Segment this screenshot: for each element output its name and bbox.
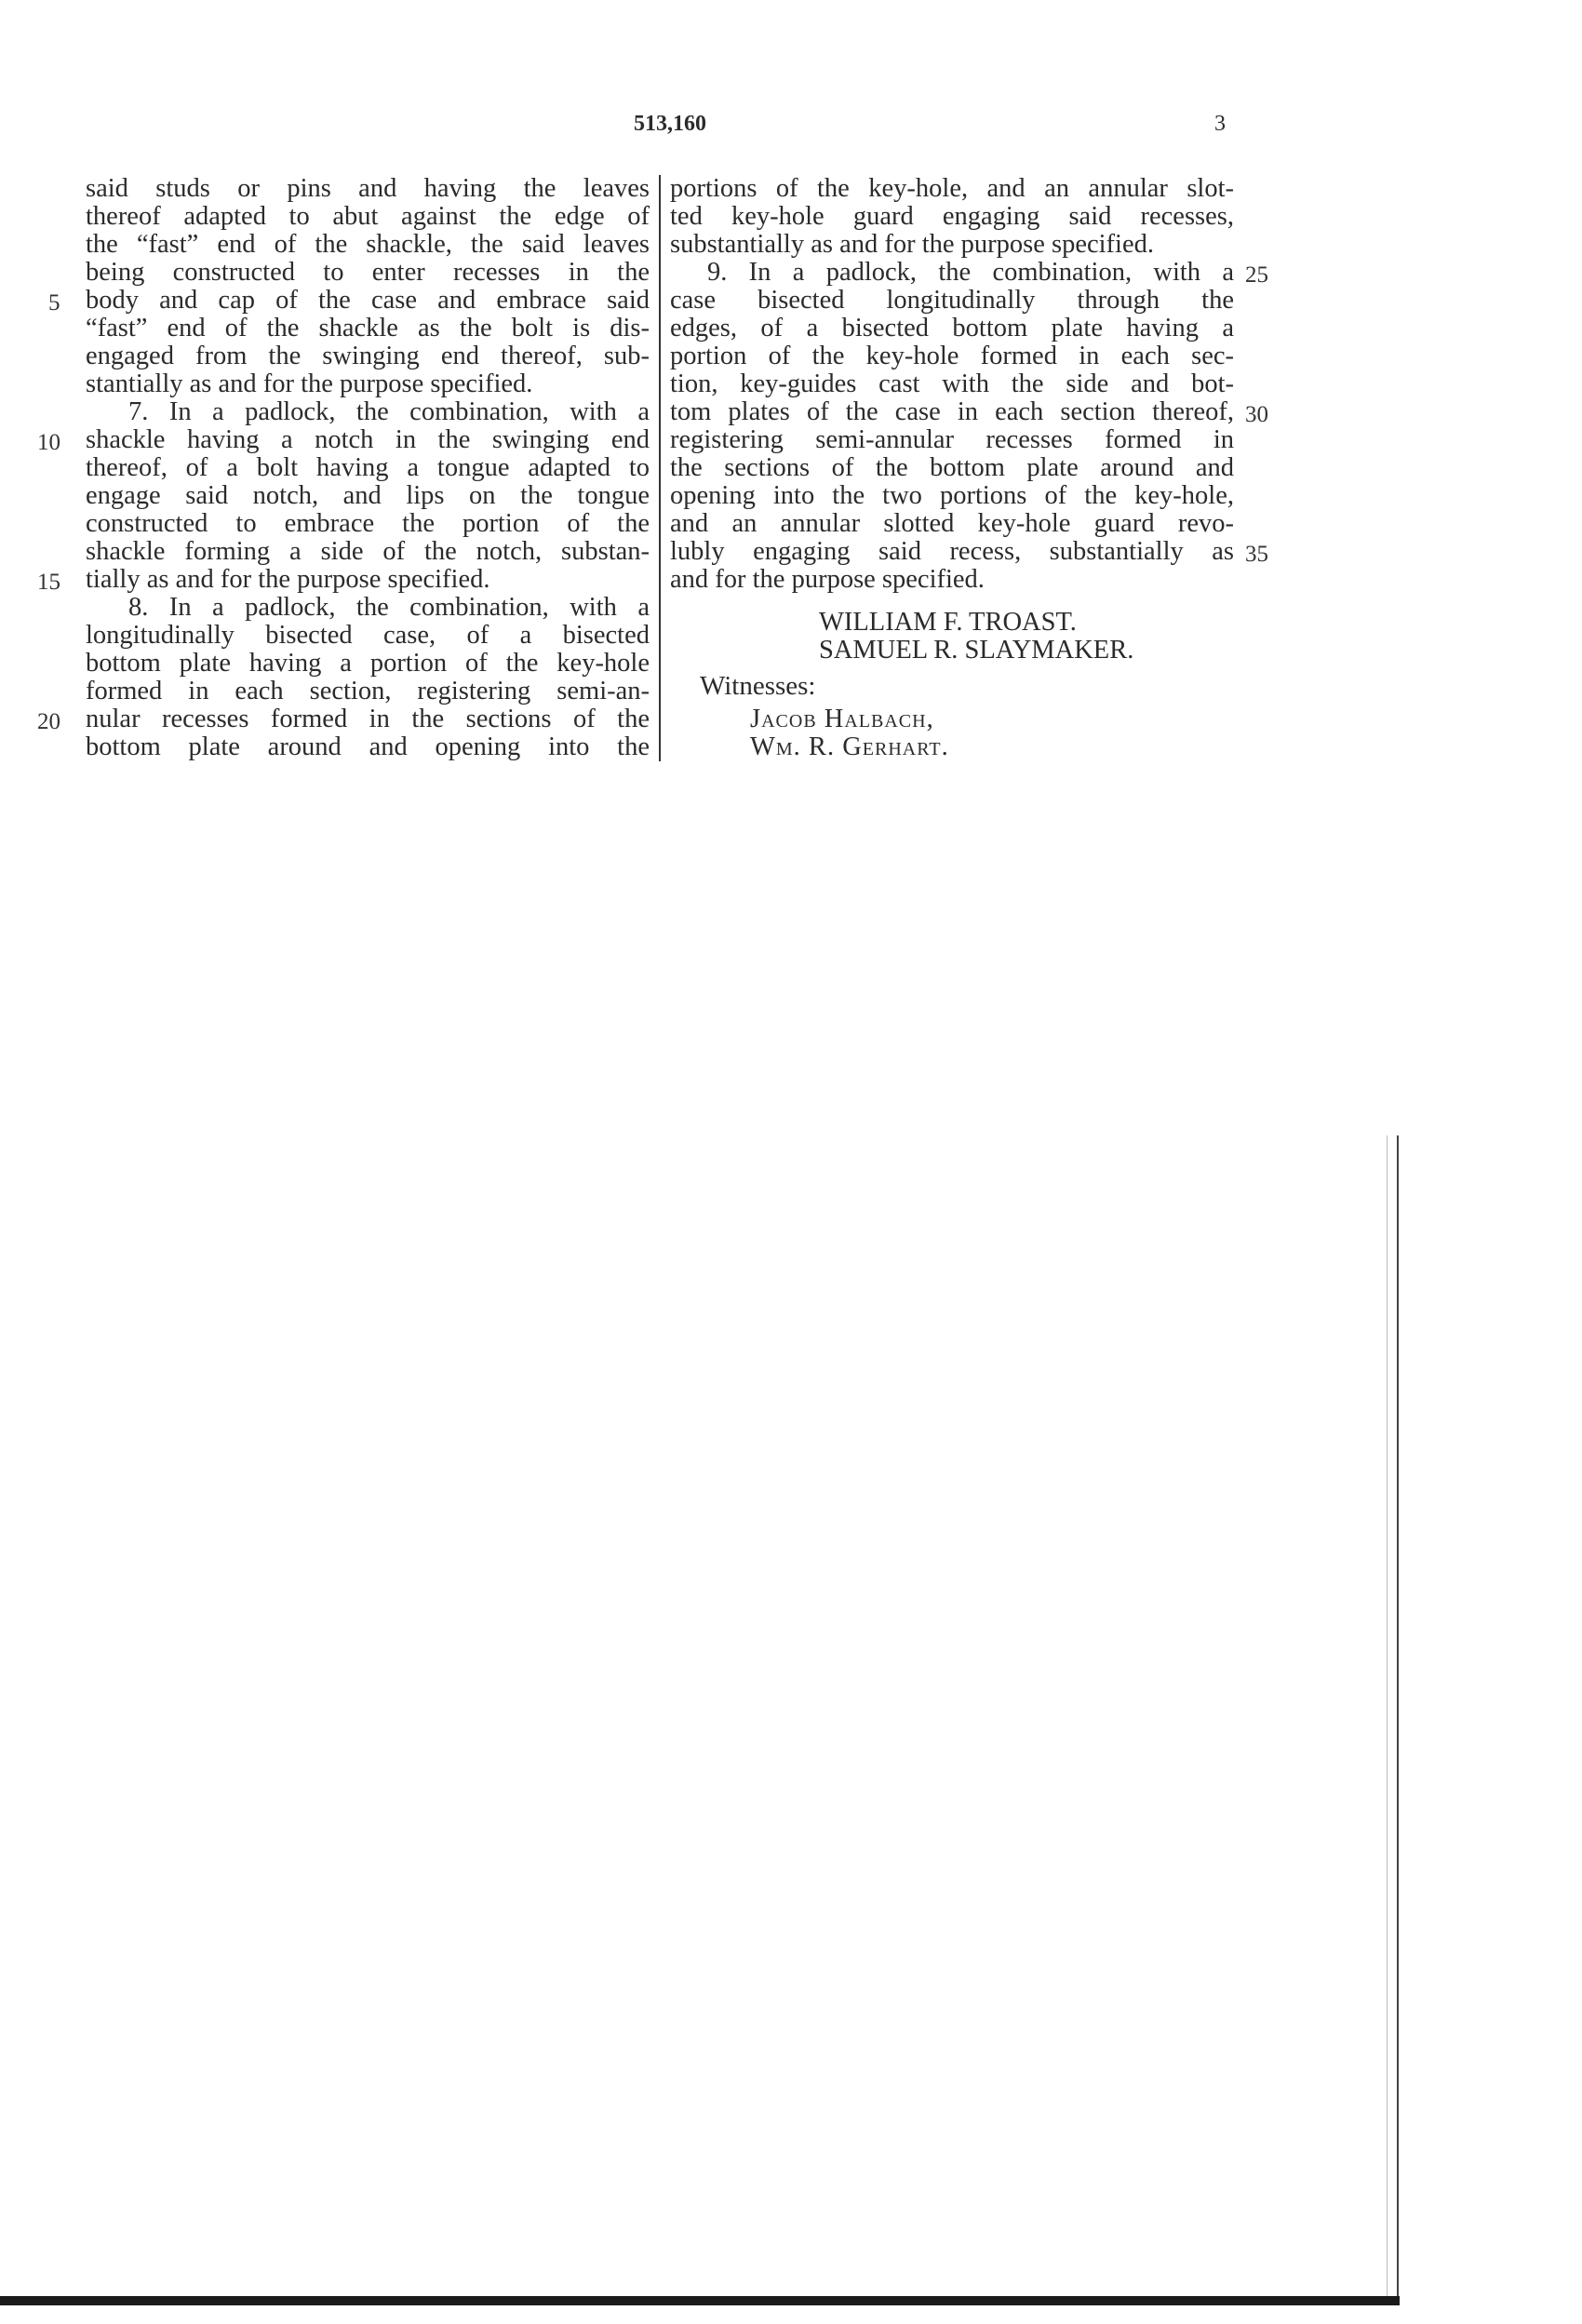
text-line: thereof, of a bolt having a tongue adapted to [86,454,650,482]
line-number-35: 35 [1245,542,1268,567]
text-line: case bisected longitudinally through the [670,287,1234,315]
witnesses-label: Witnesses: [700,671,816,701]
inventor-signature: SAMUEL R. SLAYMAKER. [819,636,1134,665]
text-line: shackle forming a side of the notch, substan- [86,538,650,566]
left-text-column [86,175,650,761]
scan-border [0,2296,1400,2305]
text-line: lubly engaging said recess, substantially as [670,538,1234,566]
text-line: body and cap of the case and embrace said [86,287,650,315]
text-line: said studs or pins and having the leaves [86,175,650,203]
line-number-15: 15 [37,570,60,595]
witness-name: Wm. R. Gerhart. [750,732,949,761]
text-line: edges, of a bisected bottom plate having a [670,315,1234,343]
line-number-20: 20 [37,709,60,734]
text-line: “fast” end of the shackle as the bolt is dis- [86,315,650,343]
line-number-10: 10 [37,430,60,455]
text-line: tially as and for the purpose specified. [86,566,490,594]
text-line: bottom plate around and opening into the [86,733,650,761]
text-line: longitudinally bisected case, of a bisected [86,622,650,650]
text-line: nular recesses formed in the sections of the [86,705,650,733]
text-line: stantially as and for the purpose specified. [86,370,533,398]
text-line: and for the purpose specified. [670,566,985,594]
claim-8-start: 8. In a padlock, the combination, with a [128,594,650,622]
text-line: the sections of the bottom plate around and [670,454,1234,482]
text-line: being constructed to enter recesses in the [86,259,650,287]
claim-9-start: 9. In a padlock, the combination, with a [707,259,1234,287]
line-number-25: 25 [1245,262,1268,288]
text-line: substantially as and for the purpose specified. [670,231,1154,259]
text-line: formed in each section, registering semi-an- [86,678,650,705]
text-line: portion of the key-hole formed in each sec- [670,343,1234,370]
text-line: thereof adapted to abut against the edge of [86,203,650,231]
line-number-5: 5 [48,290,60,316]
text-line: engaged from the swinging end thereof, sub- [86,343,650,370]
text-line: tion, key-guides cast with the side and bot- [670,370,1234,398]
text-line: ted key-hole guard engaging said recesses, [670,203,1234,231]
text-line: bottom plate having a portion of the key-hole [86,650,650,678]
column-divider [659,175,661,761]
text-line: engage said notch, and lips on the tongue [86,482,650,510]
text-line: portions of the key-hole, and an annular slot- [670,175,1234,203]
claim-7-start: 7. In a padlock, the combination, with a [128,398,650,426]
text-line: opening into the two portions of the key-hole, [670,482,1234,510]
text-line: and an annular slotted key-hole guard revo- [670,510,1234,538]
right-text-column [670,175,1234,594]
text-line: tom plates of the case in each section thereof, [670,398,1234,426]
text-line: shackle having a notch in the swinging end [86,426,650,454]
text-line: the “fast” end of the shackle, the said leaves [86,231,650,259]
page-edge [1387,1135,1399,2305]
text-line: constructed to embrace the portion of the [86,510,650,538]
patent-number: 513,160 [634,112,706,136]
witness-name: Jacob Halbach, [750,705,934,733]
inventor-signature: WILLIAM F. TROAST. [819,608,1077,637]
line-number-30: 30 [1245,402,1268,427]
sheet-number: 3 [1214,112,1226,136]
text-line: registering semi-annular recesses formed in [670,426,1234,454]
